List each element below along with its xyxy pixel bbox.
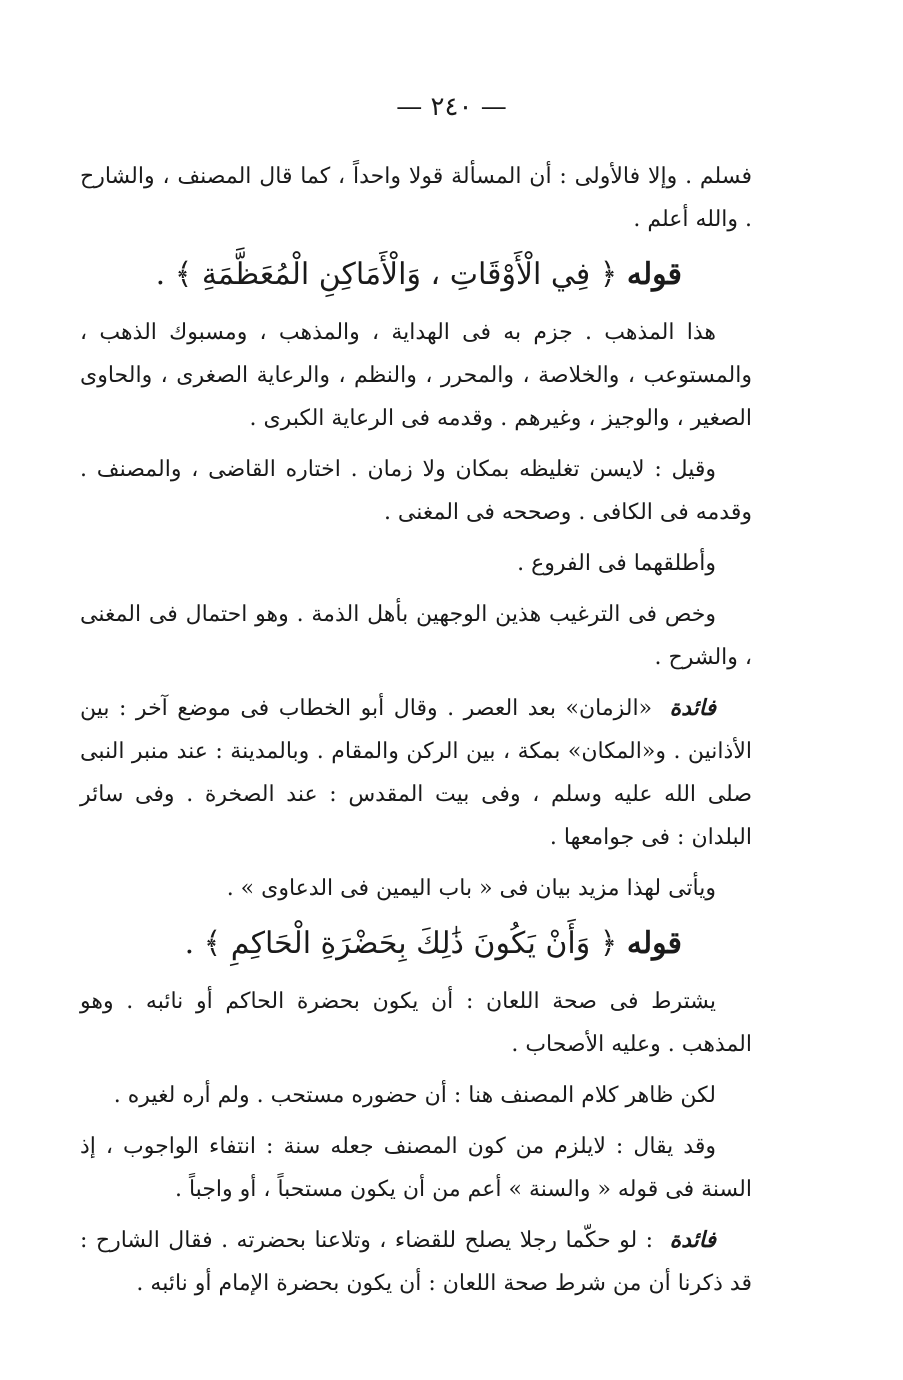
paragraph-text: وقد يقال : لايلزم من كون المصنف جعله سنة : انتفاء الواجوب ، إذ السنة فى قوله « والسنة » أعم من أن يكون مستحباً ، أو واجباً . [80,1134,752,1202]
paragraph-text: وخص فى الترغيب هذين الوجهين بأهل الذمة . وهو احتمال فى المغنى ، والشرح . [80,602,752,670]
paragraph [80,1074,752,1117]
paragraph-text: وأطلقهما فى الفروع . [517,551,716,576]
paragraph [80,542,752,585]
heading-keyword: قوله [626,926,682,961]
paragraph [80,1125,752,1211]
paragraph-text: لكن ظاهر كلام المصنف هنا : أن حضوره مستحب . ولم أره لغيره . [113,1083,716,1108]
faida-label: فائدة [669,695,717,721]
paragraph-text: فسلم . وإلا فالأولى : أن المسألة قولا واحداً ، كما قال المصنف ، والشارح . والله أعلم . [80,164,752,232]
paragraph [80,155,752,241]
body-text [80,155,752,1313]
heading-keyword: قوله [626,257,682,292]
paragraph-text: ويأتى لهذا مزيد بيان فى « باب اليمين فى الدعاوى » . [226,876,716,901]
paragraph-text: «الزمان» بعد العصر . وقال أبو الخطاب فى موضع آخر : بين الأذانين . و«المكان» بمكة ، بين الركن والمقام . وبالمدينة : عند منبر النبى صلى الله عليه وسلم ، وفى بيت المقدس : عند الصخرة . وفى سائر البلدان : فى جوامعها . [80,696,752,850]
paragraph-text: : لو حكّما رجلا يصلح للقضاء ، وتلاعنا بحضرته . فقال الشارح : قد ذكرنا أن من شرط صحة اللعان : أن يكون بحضرة الإمام أو نائبه . [80,1228,752,1296]
heading-quote: ﴿ وَأَنْ يَكُونَ ذَٰلِكَ بِحَضْرَةِ الْحَاكِمِ ﴾ . [184,926,618,961]
paragraph-text: هذا المذهب . جزم به فى الهداية ، والمذهب ، ومسبوك الذهب ، والمستوعب ، والخلاصة ، والمحرر ، والنظم ، والرعاية الصغرى ، والحاوى الصغير ، والوجيز ، وغيرهم . وقدمه فى الرعاية الكبرى . [80,320,752,431]
paragraph [80,311,752,440]
paragraph [80,867,752,910]
faida-paragraph [80,687,752,859]
heading-quote: ﴿ فِي الْأَوْقَاتِ ، وَالْأَمَاكِنِ الْمُعَظَّمَةِ ﴾ . [155,257,618,292]
paragraph [80,980,752,1066]
section-heading [80,249,752,301]
paragraph [80,593,752,679]
paragraph-text: وقيل : لايسن تغليظه بمكان ولا زمان . اختاره القاضى ، والمصنف . وقدمه فى الكافى . وصححه فى المغنى . [80,457,752,525]
paragraph [80,448,752,534]
paragraph-text: يشترط فى صحة اللعان : أن يكون بحضرة الحاكم أو نائبه . وهو المذهب . وعليه الأصحاب . [80,989,752,1057]
section-heading [80,918,752,970]
page-number: — ٢٤٠ — [396,92,507,122]
faida-paragraph [80,1219,752,1305]
faida-label: فائدة [669,1227,716,1253]
